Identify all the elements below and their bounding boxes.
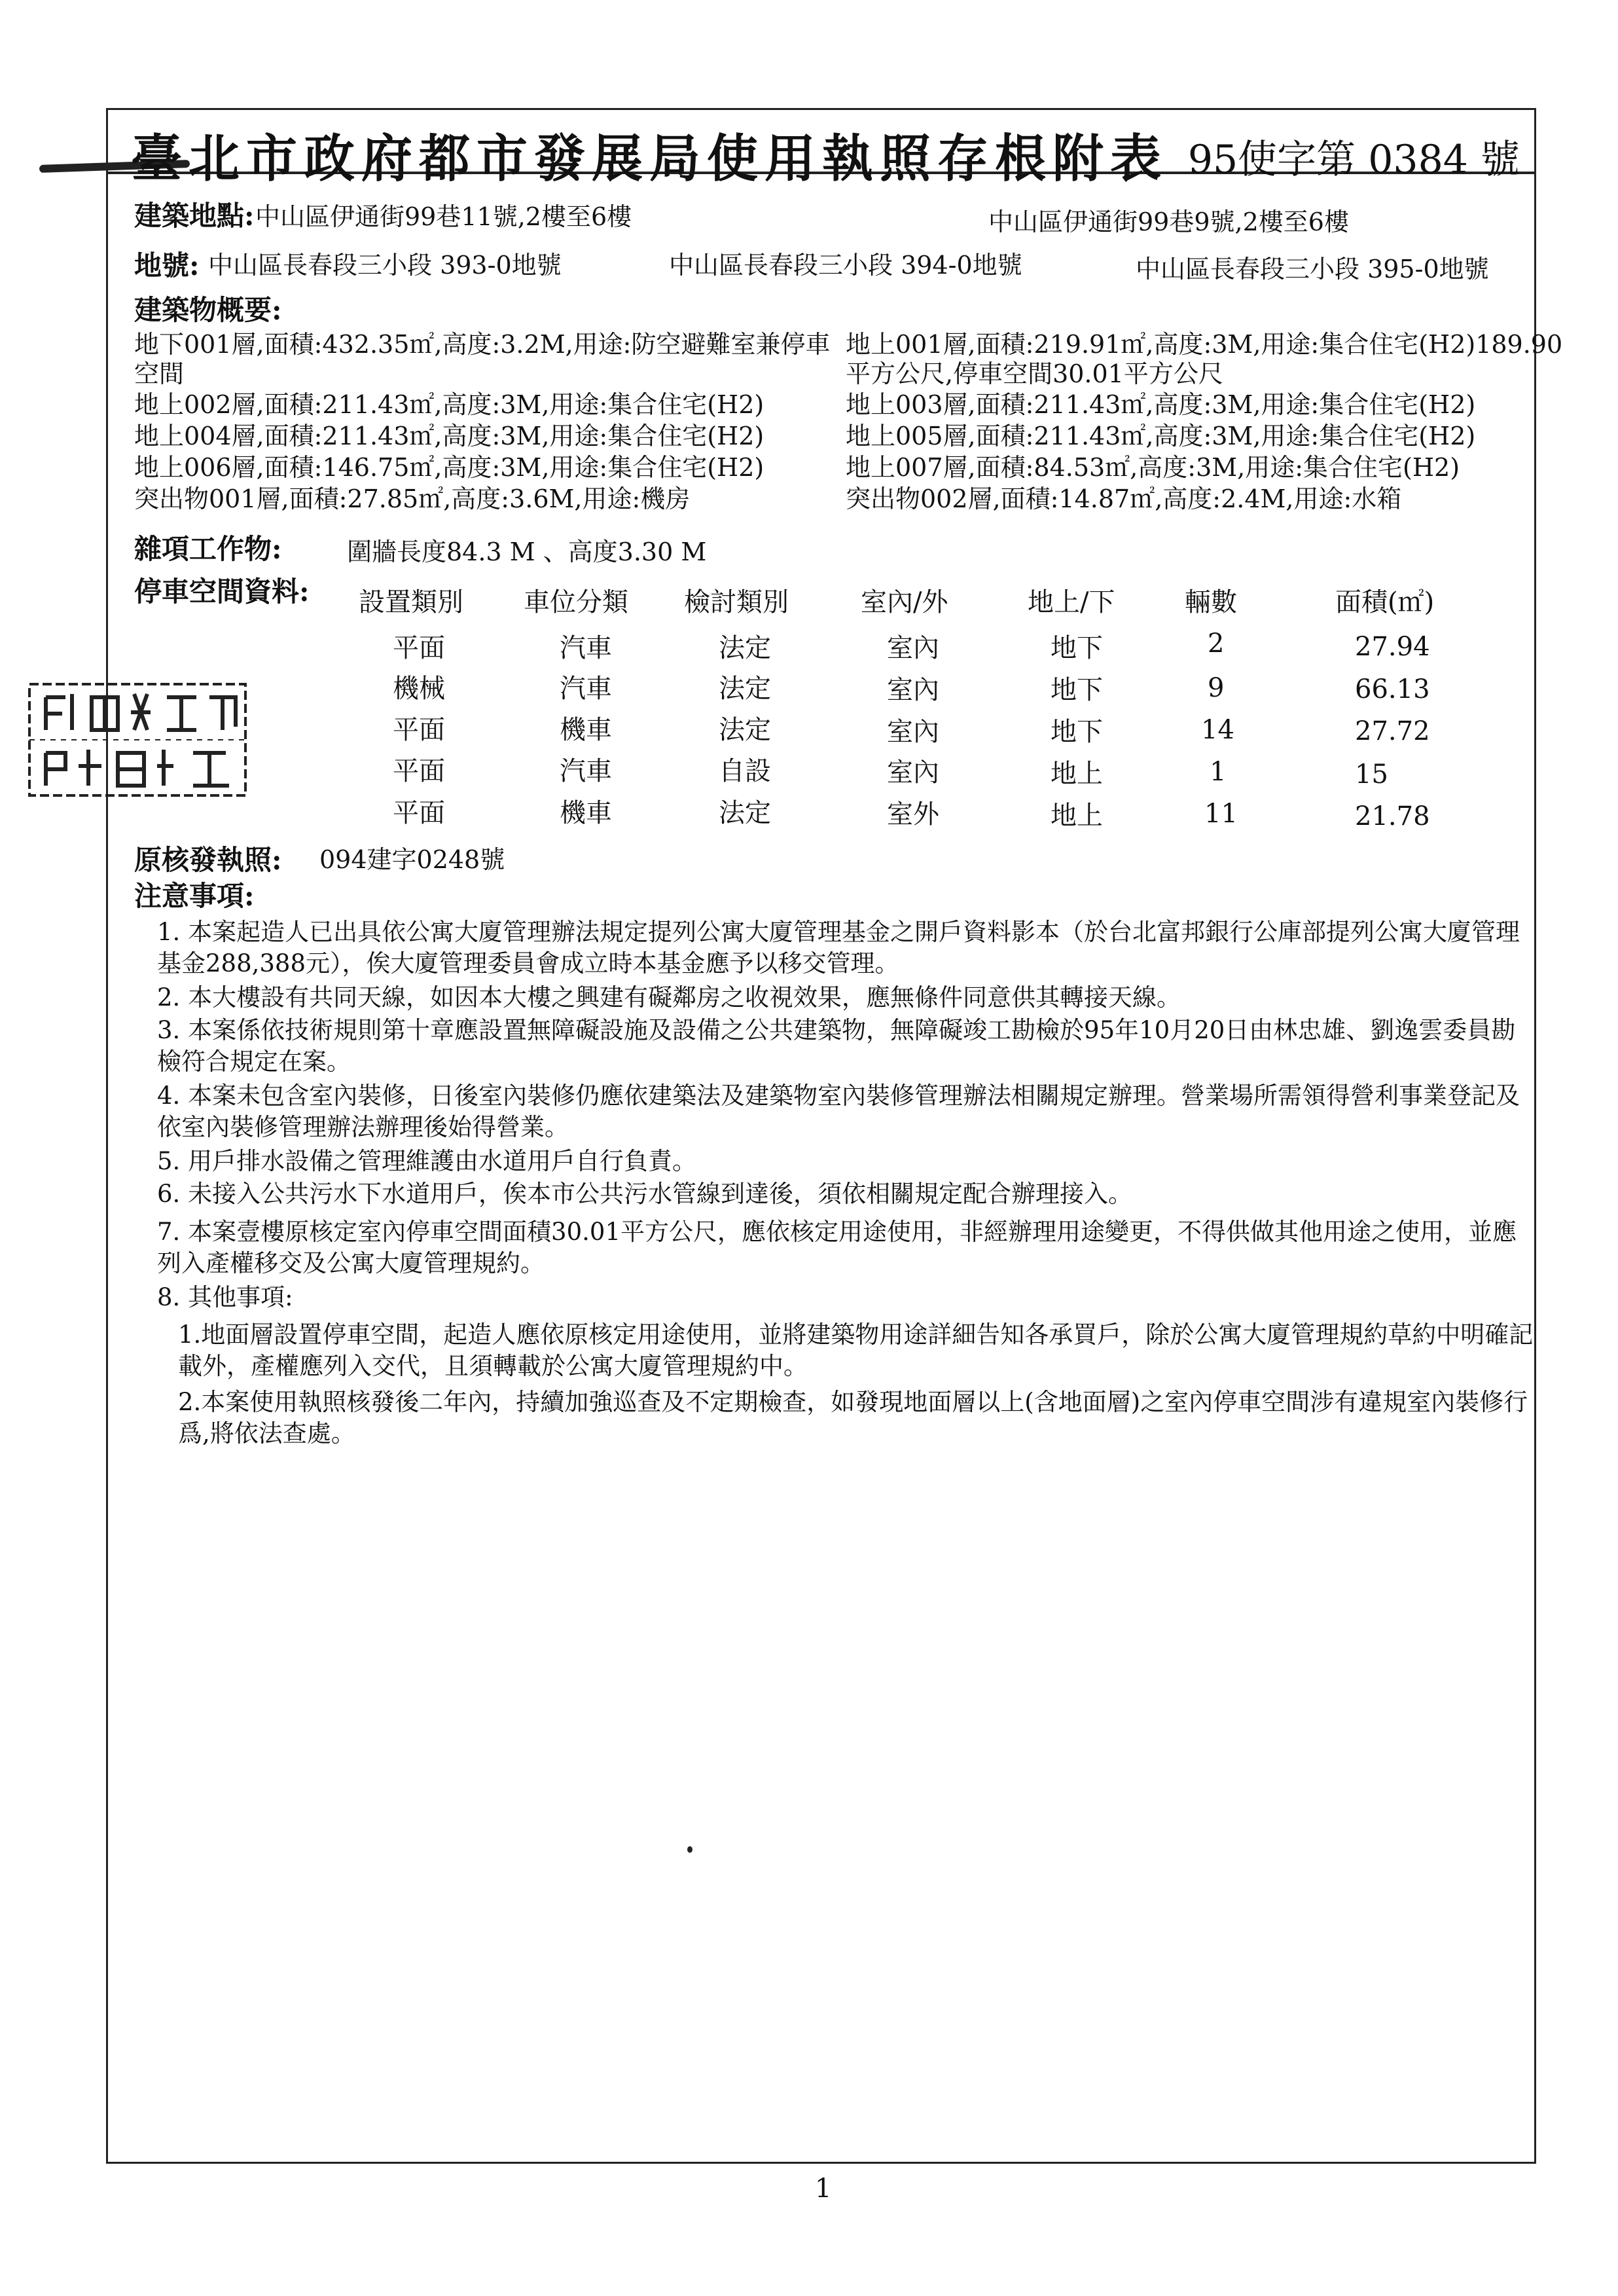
cell-inout: 室外 xyxy=(887,799,939,829)
cell-type: 機械 xyxy=(393,674,445,704)
lot-label: 地號: xyxy=(134,249,200,282)
parking-header-vehicle: 車位分類 xyxy=(524,587,628,617)
overview-label: 建築物概要: xyxy=(134,294,282,326)
parking-header-area: 面積(㎡) xyxy=(1335,587,1435,617)
note-item-2: 2. 本大樓設有共同天線，如因本大樓之興建有礙鄰房之收視效果，應無條件同意供其轉接天線。 xyxy=(157,983,1181,1011)
cell-inout: 室內 xyxy=(887,675,939,705)
lot-number-2: 中山區長春段三小段 394-0地號 xyxy=(669,251,1022,280)
note-item-4: 4. 本案未包含室內裝修，日後室內裝修仍應依建築法及建築物室內裝修管理辦法相關規定辦理。營業場所需領得營利事業登記及依室內裝修管理辦法辦理後始得營業。 xyxy=(157,1082,1520,1141)
parking-header-review: 檢討類別 xyxy=(684,587,789,617)
cell-area: 27.72 xyxy=(1355,716,1430,746)
parking-header-count: 輛數 xyxy=(1185,587,1237,617)
lot-number-1: 中山區長春段三小段 393-0地號 xyxy=(208,251,562,280)
note-item-6: 6. 未接入公共污水下水道用戶，俟本市公共污水管線到達後，須依相關規定配合辦理接入。 xyxy=(157,1180,1133,1208)
overview-right-2: 平方公尺,停車空間30.01平方公尺 xyxy=(846,359,1223,388)
cell-inout: 室內 xyxy=(887,717,939,747)
cell-level: 地上 xyxy=(1051,801,1103,831)
ink-dot xyxy=(687,1846,692,1853)
cell-review: 法定 xyxy=(719,633,771,663)
cell-count: 11 xyxy=(1204,799,1238,829)
site-address-1: 中山區伊通街99巷11號,2樓至6樓 xyxy=(255,202,632,231)
cell-count: 2 xyxy=(1208,629,1225,659)
site-label: 建築地點: xyxy=(134,200,255,232)
overview-right-3: 地上003層,面積:211.43㎡,高度:3M,用途:集合住宅(H2) xyxy=(846,390,1476,419)
overview-left-4: 地上004層,面積:211.43㎡,高度:3M,用途:集合住宅(H2) xyxy=(134,422,764,450)
original-permit-value: 094建字0248號 xyxy=(319,845,505,874)
page-number: 1 xyxy=(815,2174,832,2204)
note-item-5: 5. 用戶排水設備之管理維護由水道用戶自行負責。 xyxy=(157,1147,697,1175)
cell-count: 1 xyxy=(1210,757,1227,787)
cell-type: 平面 xyxy=(393,798,445,828)
overview-right-6: 突出物002層,面積:14.87㎡,高度:2.4M,用途:水箱 xyxy=(846,484,1402,513)
cell-review: 法定 xyxy=(719,715,771,745)
overview-left-6: 突出物001層,面積:27.85㎡,高度:3.6M,用途:機房 xyxy=(134,484,691,513)
cell-type: 平面 xyxy=(393,633,445,663)
cell-level: 地上 xyxy=(1051,759,1103,789)
cell-area: 21.78 xyxy=(1355,801,1430,831)
overview-left-2: 空間 xyxy=(134,359,185,388)
parking-header-type: 設置類別 xyxy=(359,587,463,617)
misc-structures-label: 雜項工作物: xyxy=(134,533,282,565)
cell-area: 27.94 xyxy=(1355,632,1430,662)
misc-structures-value: 圍牆長度84.3 M 、高度3.30 M xyxy=(347,538,707,566)
permit-number: 95使字第 0384 號 xyxy=(1187,137,1520,183)
overview-left-3: 地上002層,面積:211.43㎡,高度:3M,用途:集合住宅(H2) xyxy=(134,390,764,419)
note-item-3: 3. 本案係依技術規則第十章應設置無障礙設施及設備之公共建築物，無障礙竣工勘檢於95年10月20日由林忠雄、劉逸雲委員勘檢符合規定在案。 xyxy=(157,1016,1516,1076)
cell-inout: 室內 xyxy=(887,757,939,788)
site-address-2: 中山區伊通街99巷9號,2樓至6樓 xyxy=(988,208,1349,236)
cell-level: 地下 xyxy=(1051,633,1103,663)
overview-right-4: 地上005層,面積:211.43㎡,高度:3M,用途:集合住宅(H2) xyxy=(846,422,1476,450)
cell-count: 9 xyxy=(1208,673,1225,703)
cell-vehicle: 汽車 xyxy=(560,633,612,663)
parking-header-inout: 室內/外 xyxy=(861,587,948,617)
note-subitem-2: 2.本案使用執照核發後二年內，持續加強巡查及不定期檢查，如發現地面層以上(含地面層)之室內停車空間涉有違規室內裝修行爲,將依法查處。 xyxy=(178,1388,1528,1448)
cell-type: 平面 xyxy=(393,715,445,745)
cell-type: 平面 xyxy=(393,756,445,786)
cell-review: 法定 xyxy=(719,798,771,828)
overview-left-5: 地上006層,面積:146.75㎡,高度:3M,用途:集合住宅(H2) xyxy=(134,453,764,482)
document-title: 臺北市政府都市發展局使用執照存根附表 xyxy=(131,129,1168,189)
lot-number-3: 中山區長春段三小段 395-0地號 xyxy=(1136,255,1489,283)
cell-level: 地下 xyxy=(1051,717,1103,747)
cell-vehicle: 機車 xyxy=(560,798,612,828)
cell-vehicle: 汽車 xyxy=(560,756,612,786)
overview-right-1: 地上001層,面積:219.91㎡,高度:3M,用途:集合住宅(H2)189.90 xyxy=(846,330,1563,359)
cell-vehicle: 汽車 xyxy=(560,674,612,704)
note-item-7: 7. 本案壹樓原核定室內停車空間面積30.01平方公尺，應依核定用途使用，非經辦理用途變更，不得供做其他用途之使用，並應列入產權移交及公寓大廈管理規約。 xyxy=(157,1218,1517,1277)
cell-count: 14 xyxy=(1201,715,1234,745)
cell-inout: 室內 xyxy=(887,633,939,663)
cell-vehicle: 機車 xyxy=(560,715,612,745)
cell-area: 66.13 xyxy=(1355,674,1430,704)
cell-review: 自設 xyxy=(719,756,771,786)
note-item-8: 8. 其他事項: xyxy=(157,1283,293,1311)
parking-header-level: 地上/下 xyxy=(1028,587,1115,617)
parking-label: 停車空間資料: xyxy=(134,575,310,608)
seal-stamp-icon xyxy=(26,681,249,799)
notes-label: 注意事項: xyxy=(134,880,255,912)
note-subitem-1: 1.地面層設置停車空間，起造人應依原核定用途使用，並將建築物用途詳細告知各承買戶，除於公寓大廈管理規約草約中明確記載外，產權應列入交代，且須轉載於公寓大廈管理規約中。 xyxy=(178,1321,1534,1380)
cell-area: 15 xyxy=(1355,759,1388,790)
overview-left-1: 地下001層,面積:432.35㎡,高度:3.2M,用途:防空避難室兼停車 xyxy=(134,330,831,359)
cell-level: 地下 xyxy=(1051,675,1103,705)
original-permit-label: 原核發執照: xyxy=(134,844,282,876)
cell-review: 法定 xyxy=(719,674,771,704)
overview-right-5: 地上007層,面積:84.53㎡,高度:3M,用途:集合住宅(H2) xyxy=(846,453,1460,482)
note-item-1: 1. 本案起造人已出具依公寓大廈管理辦法規定提列公寓大廈管理基金之開戶資料影本（於台北富邦銀行公庫部提列公寓大廈管理基金288,388元），俟大廈管理委員會成立時本基金應予以移交管理。 xyxy=(157,918,1520,977)
